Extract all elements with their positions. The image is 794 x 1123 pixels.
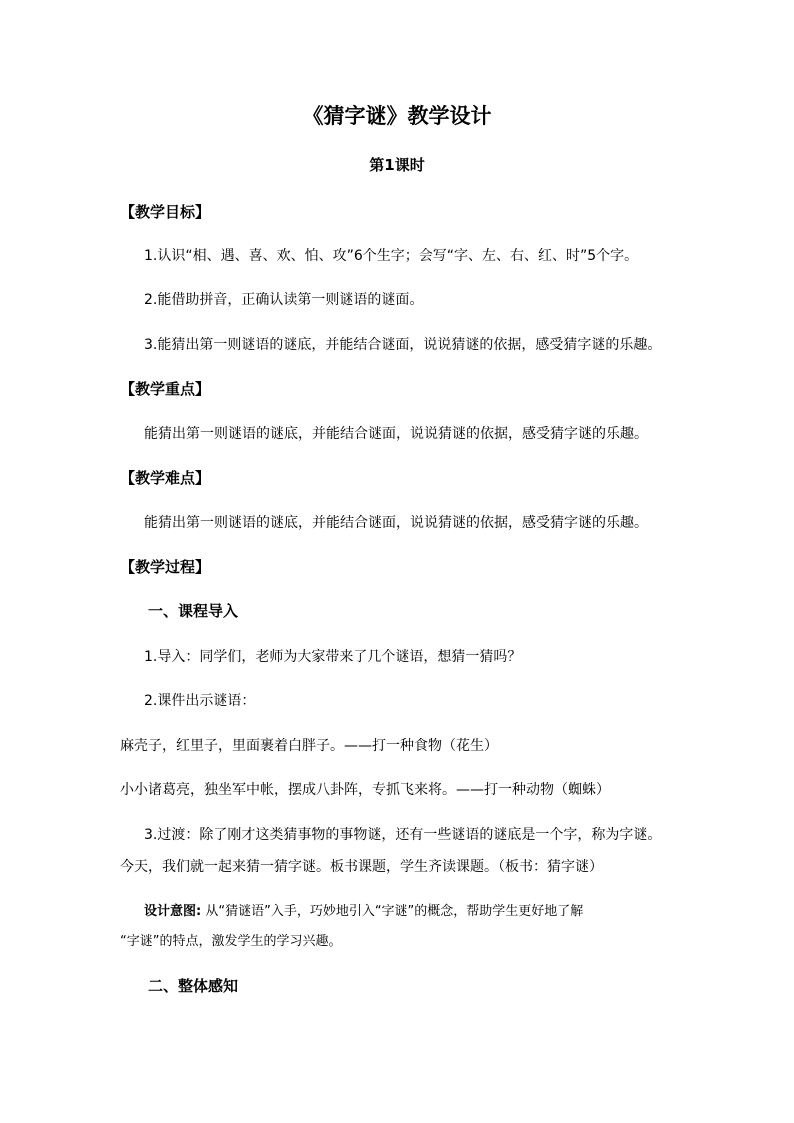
process-item-3-line2: 今天，我们就一起来猜一猜字谜。板书课题，学生齐读课题。（板书：猜字谜） [120, 859, 603, 875]
process-item-2: 2.课件出示谜语： [144, 693, 256, 709]
goal-item-1: 1.认识“相、遇、喜、欢、怕、攻”6个生字；会写“字、左、右、红、时”5个字。 [144, 248, 639, 264]
goal-item-3: 3.能猜出第一则谜语的谜底，并能结合谜面，说说猜谜的依据，感受猜字谜的乐趣。 [144, 337, 662, 353]
design-intent-line1 [144, 900, 583, 924]
goals-heading: 【教学目标】 [120, 203, 211, 221]
process-heading: 【教学过程】 [120, 558, 211, 576]
goal-item-2: 2.能借助拼音，正确认读第一则谜语的谜面。 [144, 292, 424, 308]
riddle-1: 麻壳子，红里子，里面裹着白胖子。——打一种食物（花生） [120, 738, 498, 754]
part2-heading: 二、整体感知 [148, 977, 239, 995]
riddle-2: 小小诸葛亮，独坐军中帐，摆成八卦阵，专抓飞来将。——打一种动物（蜘蛛） [120, 782, 610, 798]
process-item-1: 1.导入：同学们，老师为大家带来了几个谜语，想猜一猜吗？ [144, 649, 522, 665]
part1-heading: 一、课程导入 [148, 602, 239, 620]
design-intent-text: 从“猜谜语”入手，巧妙地引入“字谜”的概念，帮助学生更好地了解 [205, 904, 584, 919]
design-intent-line2: “字谜”的特点，激发学生的学习兴趣。 [120, 934, 342, 949]
key-points-heading: 【教学重点】 [120, 380, 211, 398]
process-item-3-line1: 3.过渡：除了刚才这类猜事物的事物谜，还有一些谜语的谜底是一个字，称为字谜。 [144, 827, 662, 843]
document-title: 《猜字谜》教学设计 [302, 103, 492, 128]
difficulties-heading: 【教学难点】 [120, 469, 211, 487]
design-intent-label: 设计意图: [144, 904, 202, 919]
lesson-period: 第1课时 [369, 156, 425, 174]
difficulties-text: 能猜出第一则谜语的谜底，并能结合谜面，说说猜谜的依据，感受猜字谜的乐趣。 [144, 515, 648, 531]
key-points-text: 能猜出第一则谜语的谜底，并能结合谜面，说说猜谜的依据，感受猜字谜的乐趣。 [144, 426, 648, 442]
